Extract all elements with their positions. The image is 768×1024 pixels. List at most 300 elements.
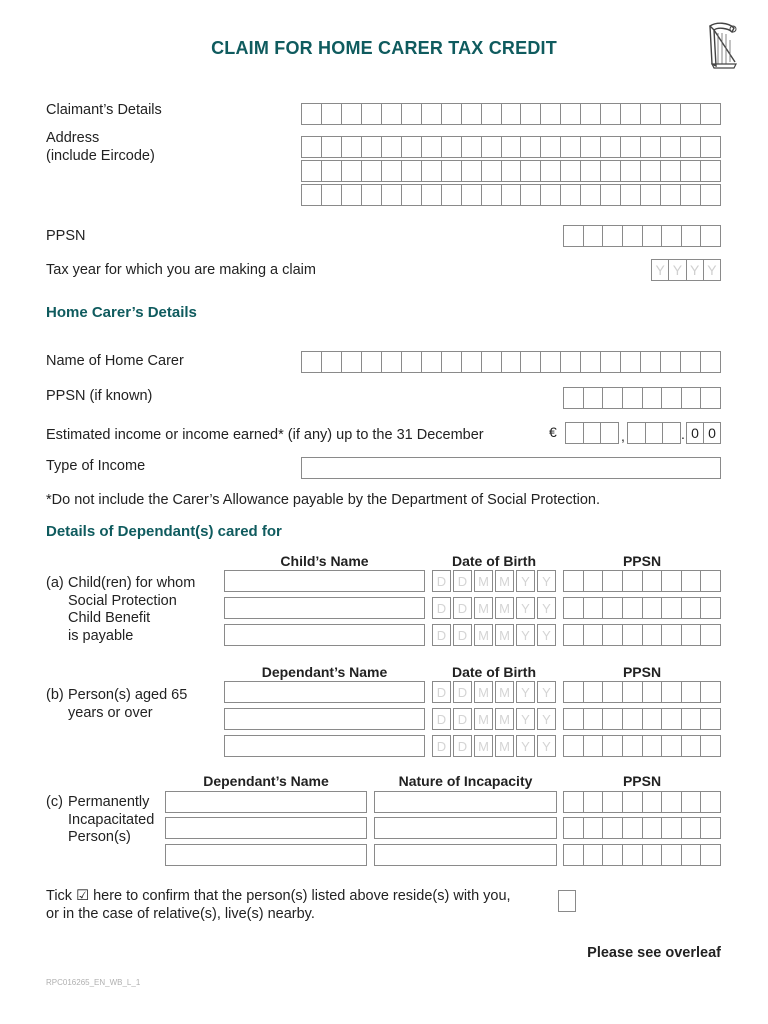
char-box[interactable] xyxy=(640,161,660,181)
dob-char-box[interactable]: M xyxy=(495,708,514,730)
char-box[interactable] xyxy=(660,352,680,372)
char-box[interactable] xyxy=(321,185,341,205)
char-box[interactable] xyxy=(564,682,583,702)
dob-char-box[interactable]: Y xyxy=(537,597,556,619)
char-box[interactable] xyxy=(642,709,662,729)
char-box[interactable] xyxy=(580,185,600,205)
char-box[interactable] xyxy=(540,161,560,181)
char-box[interactable] xyxy=(700,736,720,756)
dependant-ppsn-boxes[interactable] xyxy=(563,681,721,703)
claimant-details-label: Claimant’s Details xyxy=(46,102,162,118)
char-box[interactable] xyxy=(302,185,321,205)
child-name-field[interactable] xyxy=(224,570,425,592)
dob-char-box[interactable]: Y xyxy=(537,735,556,757)
dob-char-box[interactable]: D xyxy=(453,570,472,592)
char-box[interactable] xyxy=(622,388,642,408)
char-box[interactable] xyxy=(501,185,521,205)
income-comma: , xyxy=(621,428,625,444)
dob-char-box[interactable]: Y xyxy=(537,624,556,646)
char-box[interactable] xyxy=(681,792,701,812)
char-box[interactable] xyxy=(642,792,662,812)
char-box[interactable] xyxy=(642,845,662,865)
char-box[interactable] xyxy=(564,792,583,812)
child-ppsn-boxes[interactable] xyxy=(563,624,721,646)
dob-char-box[interactable]: M xyxy=(474,708,493,730)
dependant-name-field[interactable] xyxy=(224,681,425,703)
incapacitated-name-field[interactable] xyxy=(165,844,367,866)
char-box[interactable] xyxy=(700,598,720,618)
char-box[interactable] xyxy=(560,104,580,124)
address-line-3-boxes[interactable] xyxy=(301,184,721,206)
char-box[interactable] xyxy=(302,352,321,372)
char-box[interactable] xyxy=(661,571,681,591)
char-box[interactable] xyxy=(681,226,701,246)
char-box[interactable] xyxy=(441,137,461,157)
char-box[interactable] xyxy=(421,185,441,205)
address-line-2-boxes[interactable] xyxy=(301,160,721,182)
dob-char-box[interactable]: D xyxy=(432,597,451,619)
char-box[interactable] xyxy=(302,161,321,181)
char-box[interactable] xyxy=(642,598,662,618)
char-box[interactable] xyxy=(700,682,720,702)
char-box[interactable] xyxy=(680,161,700,181)
char-box[interactable] xyxy=(620,352,640,372)
char-box[interactable] xyxy=(321,161,341,181)
char-box[interactable] xyxy=(583,423,601,443)
char-box[interactable] xyxy=(681,625,701,645)
char-box[interactable] xyxy=(622,792,642,812)
income-type-field[interactable] xyxy=(301,457,721,479)
char-box[interactable] xyxy=(681,818,701,838)
char-box[interactable] xyxy=(520,104,540,124)
carers-allowance-note: *Do not include the Carer’s Allowance payable by the Department of Social Protection. xyxy=(46,492,601,508)
char-box[interactable] xyxy=(700,226,720,246)
dob-char-box[interactable]: M xyxy=(495,624,514,646)
home-carer-name-boxes[interactable] xyxy=(301,351,721,373)
char-box[interactable] xyxy=(564,709,583,729)
tax-year-boxes[interactable] xyxy=(651,259,721,281)
char-box[interactable] xyxy=(566,423,583,443)
char-box[interactable] xyxy=(620,137,640,157)
dependant-dob-boxes[interactable] xyxy=(432,708,556,730)
char-box[interactable] xyxy=(602,709,622,729)
char-box[interactable] xyxy=(640,104,660,124)
section-b-marker: (b) xyxy=(46,687,64,703)
char-box[interactable] xyxy=(441,352,461,372)
char-box[interactable] xyxy=(421,137,441,157)
char-box[interactable] xyxy=(501,137,521,157)
char-box[interactable] xyxy=(341,161,361,181)
section-a-line-4: is payable xyxy=(68,628,134,644)
char-box[interactable] xyxy=(662,423,680,443)
char-box[interactable] xyxy=(583,625,603,645)
home-carer-ppsn-boxes[interactable] xyxy=(563,387,721,409)
dependant-name-field[interactable] xyxy=(224,735,425,757)
char-box[interactable] xyxy=(622,598,642,618)
dob-char-box[interactable]: D xyxy=(432,624,451,646)
char-box[interactable] xyxy=(661,598,681,618)
char-box[interactable] xyxy=(564,571,583,591)
char-box[interactable] xyxy=(321,137,341,157)
char-box[interactable] xyxy=(661,682,681,702)
char-box[interactable] xyxy=(580,161,600,181)
char-box[interactable] xyxy=(642,682,662,702)
char-box[interactable] xyxy=(481,137,501,157)
char-box[interactable] xyxy=(602,388,622,408)
char-box[interactable] xyxy=(600,137,620,157)
char-box[interactable] xyxy=(700,388,720,408)
char-box[interactable] xyxy=(583,571,603,591)
char-box[interactable] xyxy=(583,736,603,756)
dob-char-box[interactable]: Y xyxy=(537,708,556,730)
dob-char-box[interactable]: D xyxy=(432,570,451,592)
char-box[interactable] xyxy=(680,185,700,205)
char-box[interactable] xyxy=(583,226,603,246)
dob-char-box[interactable]: Y xyxy=(516,708,535,730)
char-box[interactable] xyxy=(661,845,681,865)
char-box[interactable] xyxy=(700,104,720,124)
char-box[interactable] xyxy=(642,388,662,408)
char-box[interactable] xyxy=(361,352,381,372)
dob-char-box[interactable]: Y xyxy=(516,681,535,703)
char-box[interactable] xyxy=(700,352,720,372)
dob-char-box[interactable]: D xyxy=(453,735,472,757)
char-box[interactable] xyxy=(661,709,681,729)
char-box: 0 xyxy=(691,425,699,441)
dob-char-box[interactable]: D xyxy=(453,681,472,703)
char-box[interactable]: Y xyxy=(703,260,720,280)
char-box[interactable] xyxy=(461,137,481,157)
incapacitated-ppsn-boxes[interactable] xyxy=(563,791,721,813)
char-box[interactable] xyxy=(421,352,441,372)
char-box[interactable] xyxy=(661,736,681,756)
confirm-text-line-2: or in the case of relative(s), live(s) nearby. xyxy=(46,906,315,922)
nature-of-incapacity-field[interactable] xyxy=(374,817,557,839)
dependant-ppsn-boxes[interactable] xyxy=(563,708,721,730)
char-box[interactable] xyxy=(481,352,501,372)
char-box[interactable] xyxy=(481,185,501,205)
char-box[interactable] xyxy=(583,598,603,618)
char-box[interactable] xyxy=(401,185,421,205)
char-box[interactable] xyxy=(661,388,681,408)
char-box[interactable] xyxy=(580,104,600,124)
char-box[interactable] xyxy=(622,818,642,838)
char-box[interactable] xyxy=(560,352,580,372)
char-box[interactable] xyxy=(421,161,441,181)
claimant-name-boxes[interactable] xyxy=(301,103,721,125)
nature-of-incapacity-field[interactable] xyxy=(374,844,557,866)
dob-char-box[interactable]: D xyxy=(432,708,451,730)
char-box[interactable] xyxy=(381,161,401,181)
char-box[interactable] xyxy=(622,709,642,729)
char-box[interactable] xyxy=(441,104,461,124)
char-box[interactable] xyxy=(680,104,700,124)
char-box[interactable] xyxy=(501,161,521,181)
char-box[interactable] xyxy=(602,845,622,865)
char-box[interactable] xyxy=(361,161,381,181)
char-box[interactable] xyxy=(600,161,620,181)
char-box: 0 xyxy=(703,423,720,443)
char-box[interactable] xyxy=(302,104,321,124)
char-box[interactable] xyxy=(564,845,583,865)
char-box[interactable] xyxy=(622,845,642,865)
char-box[interactable] xyxy=(540,137,560,157)
col-header-ppsn: PPSN xyxy=(622,773,662,789)
char-box[interactable] xyxy=(583,845,603,865)
char-box[interactable] xyxy=(602,226,622,246)
char-box[interactable] xyxy=(620,104,640,124)
dob-char-box[interactable]: M xyxy=(495,597,514,619)
char-box[interactable] xyxy=(381,104,401,124)
char-box[interactable] xyxy=(600,185,620,205)
char-box[interactable] xyxy=(660,185,680,205)
nature-of-incapacity-field[interactable] xyxy=(374,791,557,813)
char-box[interactable] xyxy=(680,137,700,157)
char-box[interactable] xyxy=(461,104,481,124)
form-reference: RPC016265_EN_WB_L_1 xyxy=(46,978,141,987)
dob-char-box[interactable]: Y xyxy=(516,570,535,592)
char-box[interactable] xyxy=(341,185,361,205)
char-box[interactable] xyxy=(560,185,580,205)
char-box[interactable] xyxy=(681,388,701,408)
char-box[interactable] xyxy=(680,352,700,372)
dependant-ppsn-boxes[interactable] xyxy=(563,735,721,757)
char-box[interactable] xyxy=(681,709,701,729)
dob-char-box[interactable]: D xyxy=(453,597,472,619)
char-box[interactable] xyxy=(661,818,681,838)
confirm-tick-box[interactable] xyxy=(558,890,576,912)
dob-char-box[interactable]: M xyxy=(474,624,493,646)
dob-char-box[interactable]: M xyxy=(474,570,493,592)
char-box[interactable] xyxy=(700,137,720,157)
char-box[interactable] xyxy=(520,352,540,372)
char-box[interactable] xyxy=(461,185,481,205)
dob-char-box[interactable]: D xyxy=(432,735,451,757)
char-box[interactable] xyxy=(681,598,701,618)
char-box[interactable] xyxy=(564,818,583,838)
dob-char-box[interactable]: D xyxy=(453,624,472,646)
claimant-ppsn-boxes[interactable] xyxy=(563,225,721,247)
char-box[interactable] xyxy=(642,818,662,838)
section-b-line-1: Person(s) aged 65 xyxy=(68,687,188,703)
char-box[interactable] xyxy=(660,137,680,157)
char-box[interactable] xyxy=(700,845,720,865)
dob-char-box[interactable]: Y xyxy=(537,570,556,592)
child-dob-boxes[interactable] xyxy=(432,597,556,619)
char-box[interactable] xyxy=(661,792,681,812)
char-box[interactable] xyxy=(602,682,622,702)
char-box[interactable] xyxy=(602,736,622,756)
incapacitated-name-field[interactable] xyxy=(165,791,367,813)
char-box[interactable] xyxy=(560,137,580,157)
incapacitated-ppsn-boxes[interactable] xyxy=(563,817,721,839)
char-box[interactable] xyxy=(461,352,481,372)
dob-char-box[interactable]: Y xyxy=(516,624,535,646)
char-box[interactable] xyxy=(580,137,600,157)
char-box[interactable] xyxy=(622,226,642,246)
child-dob-boxes[interactable] xyxy=(432,624,556,646)
char-box[interactable] xyxy=(700,571,720,591)
child-name-field[interactable] xyxy=(224,624,425,646)
section-b-line-2: years or over xyxy=(68,705,153,721)
please-see-overleaf: Please see overleaf xyxy=(587,945,721,961)
child-ppsn-boxes[interactable] xyxy=(563,597,721,619)
char-box[interactable] xyxy=(602,625,622,645)
dob-char-box[interactable]: M xyxy=(474,597,493,619)
dob-char-box[interactable]: M xyxy=(495,681,514,703)
char-box[interactable] xyxy=(681,571,701,591)
char-box[interactable] xyxy=(620,161,640,181)
char-box[interactable] xyxy=(401,161,421,181)
char-box[interactable] xyxy=(700,161,720,181)
char-box[interactable] xyxy=(640,137,660,157)
dependant-dob-boxes[interactable] xyxy=(432,735,556,757)
char-box[interactable] xyxy=(681,845,701,865)
char-box[interactable] xyxy=(700,792,720,812)
child-name-field[interactable] xyxy=(224,597,425,619)
char-box[interactable] xyxy=(564,598,583,618)
char-box[interactable] xyxy=(642,571,662,591)
char-box[interactable] xyxy=(341,137,361,157)
char-box[interactable] xyxy=(441,161,461,181)
char-box[interactable] xyxy=(381,185,401,205)
char-box[interactable] xyxy=(401,137,421,157)
char-box[interactable] xyxy=(381,352,401,372)
char-box[interactable] xyxy=(381,137,401,157)
char-box[interactable] xyxy=(622,625,642,645)
char-box[interactable] xyxy=(681,736,701,756)
char-box[interactable]: Y xyxy=(668,260,685,280)
dob-char-box[interactable]: Y xyxy=(516,735,535,757)
char-box[interactable] xyxy=(481,161,501,181)
income-thousands-boxes[interactable] xyxy=(565,422,619,444)
char-box[interactable] xyxy=(602,818,622,838)
col-header-ppsn: PPSN xyxy=(622,664,662,680)
char-box[interactable] xyxy=(361,185,381,205)
char-box[interactable] xyxy=(661,226,681,246)
char-box[interactable]: Y xyxy=(655,262,665,278)
char-box[interactable] xyxy=(461,161,481,181)
confirm-text-line-1: Tick ☑ here to confirm that the person(s) listed above reside(s) with you, xyxy=(46,888,511,904)
char-box[interactable] xyxy=(622,682,642,702)
char-box[interactable] xyxy=(620,185,640,205)
char-box[interactable] xyxy=(564,625,583,645)
dob-char-box[interactable]: D xyxy=(432,681,451,703)
char-box[interactable] xyxy=(501,352,521,372)
char-box[interactable] xyxy=(540,352,560,372)
char-box[interactable] xyxy=(302,137,321,157)
child-dob-boxes[interactable] xyxy=(432,570,556,592)
char-box[interactable]: Y xyxy=(686,260,703,280)
char-box[interactable] xyxy=(341,104,361,124)
incapacitated-ppsn-boxes[interactable] xyxy=(563,844,721,866)
char-box[interactable] xyxy=(560,161,580,181)
char-box[interactable] xyxy=(341,352,361,372)
dependant-name-field[interactable] xyxy=(224,708,425,730)
col-header-dependants-name: Dependant’s Name xyxy=(203,773,329,789)
income-decimal-point: . xyxy=(681,426,685,442)
char-box[interactable] xyxy=(602,571,622,591)
address-sub-label: (include Eircode) xyxy=(46,148,155,164)
char-box[interactable] xyxy=(580,352,600,372)
char-box[interactable] xyxy=(600,352,620,372)
char-box[interactable] xyxy=(501,104,521,124)
address-line-1-boxes[interactable] xyxy=(301,136,721,158)
char-box[interactable] xyxy=(640,352,660,372)
char-box[interactable] xyxy=(564,736,583,756)
dob-char-box[interactable]: M xyxy=(495,570,514,592)
char-box[interactable] xyxy=(583,709,603,729)
char-box[interactable] xyxy=(642,736,662,756)
char-box[interactable] xyxy=(441,185,461,205)
char-box[interactable] xyxy=(564,388,583,408)
char-box[interactable] xyxy=(481,104,501,124)
char-box[interactable] xyxy=(361,104,381,124)
char-box[interactable] xyxy=(700,709,720,729)
char-box[interactable] xyxy=(660,161,680,181)
char-box[interactable] xyxy=(602,792,622,812)
char-box[interactable] xyxy=(583,388,603,408)
char-box[interactable] xyxy=(520,161,540,181)
char-box[interactable] xyxy=(321,352,341,372)
dob-char-box[interactable]: D xyxy=(453,708,472,730)
char-box[interactable] xyxy=(540,104,560,124)
dob-char-box[interactable]: Y xyxy=(516,597,535,619)
char-box[interactable] xyxy=(520,137,540,157)
char-box[interactable] xyxy=(600,104,620,124)
dob-char-box[interactable]: Y xyxy=(537,681,556,703)
char-box[interactable] xyxy=(564,226,583,246)
char-box[interactable] xyxy=(622,571,642,591)
char-box[interactable] xyxy=(645,423,663,443)
char-box[interactable] xyxy=(640,185,660,205)
income-units-boxes[interactable] xyxy=(627,422,681,444)
char-box[interactable] xyxy=(401,352,421,372)
page-title: CLAIM FOR HOME CARER TAX CREDIT xyxy=(211,38,557,58)
char-box[interactable] xyxy=(540,185,560,205)
char-box[interactable] xyxy=(642,625,662,645)
char-box[interactable] xyxy=(600,423,618,443)
dependant-dob-boxes[interactable] xyxy=(432,681,556,703)
char-box[interactable] xyxy=(321,104,341,124)
char-box[interactable] xyxy=(660,104,680,124)
char-box[interactable] xyxy=(583,682,603,702)
dob-char-box[interactable]: M xyxy=(474,681,493,703)
incapacitated-name-field[interactable] xyxy=(165,817,367,839)
char-box[interactable] xyxy=(700,185,720,205)
char-box[interactable] xyxy=(661,625,681,645)
char-box[interactable] xyxy=(681,682,701,702)
section-a-line-3: Child Benefit xyxy=(68,610,151,626)
char-box[interactable] xyxy=(520,185,540,205)
dob-char-box[interactable]: M xyxy=(474,735,493,757)
income-cents-boxes xyxy=(686,422,721,444)
char-box[interactable] xyxy=(361,137,381,157)
char-box[interactable] xyxy=(700,818,720,838)
char-box[interactable] xyxy=(421,104,441,124)
char-box[interactable] xyxy=(700,625,720,645)
char-box[interactable] xyxy=(602,598,622,618)
child-ppsn-boxes[interactable] xyxy=(563,570,721,592)
char-box[interactable] xyxy=(401,104,421,124)
char-box[interactable] xyxy=(583,818,603,838)
dob-char-box[interactable]: M xyxy=(495,735,514,757)
char-box[interactable] xyxy=(583,792,603,812)
char-box[interactable] xyxy=(628,423,645,443)
char-box[interactable] xyxy=(642,226,662,246)
col-header-date-of-birth: Date of Birth xyxy=(452,664,536,680)
char-box[interactable] xyxy=(622,736,642,756)
